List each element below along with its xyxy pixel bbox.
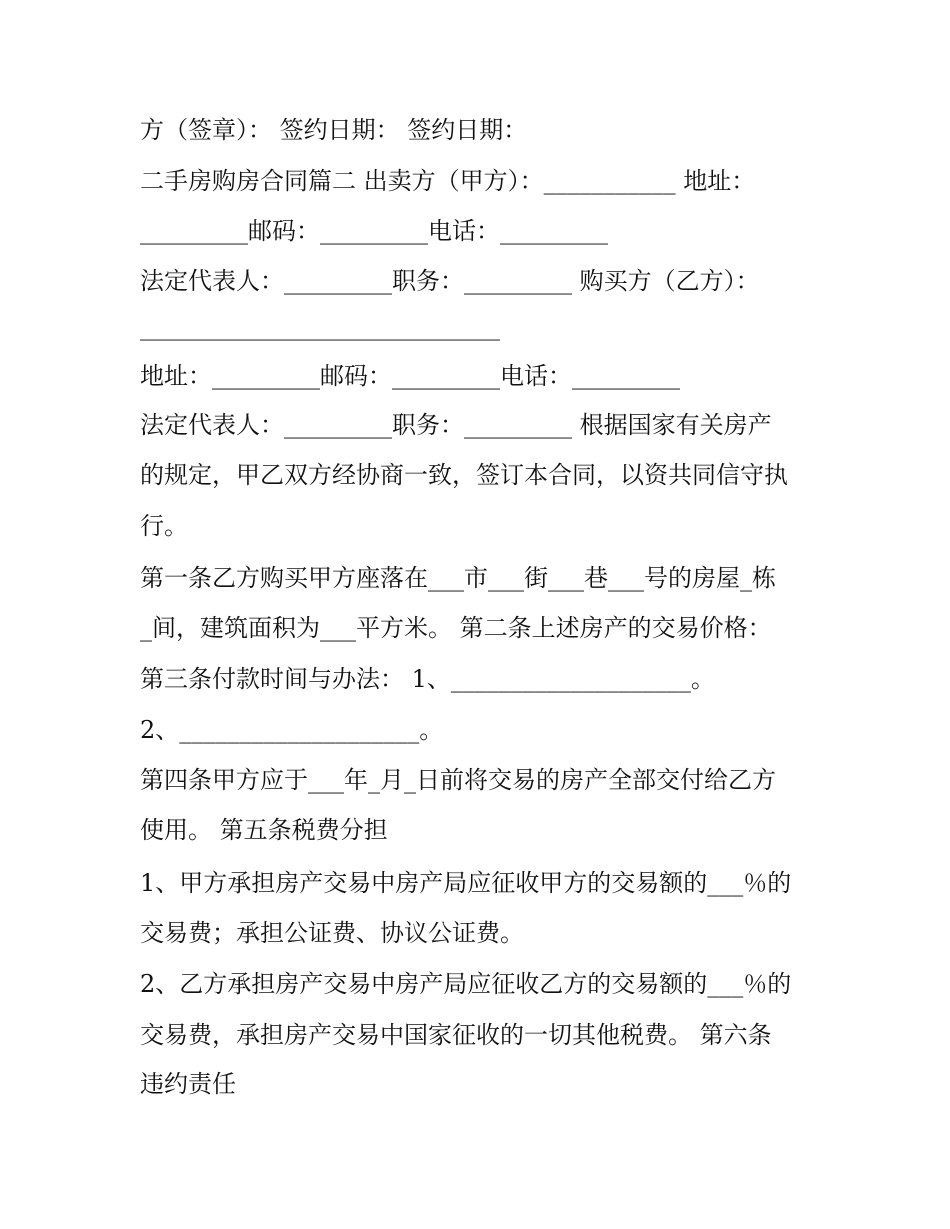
text-line-13: 2、____________________。 <box>140 716 444 744</box>
text-line-6: 地址：_________邮码：_________电话：_________ <box>140 362 680 390</box>
text-line-10: 第一条乙方购买甲方座落在___市___街___巷___号的房屋_栋 <box>140 564 776 592</box>
text-line-9: 行。 <box>140 512 188 540</box>
text-line-4: 法定代表人：_________职务：_________ 购买方（乙方）： <box>140 267 760 295</box>
text-line-5: ______________________________ <box>140 313 500 341</box>
text-line-1: 方（签章）： 签约日期： 签约日期： <box>140 116 528 144</box>
text-line-3: _________邮码：_________电话：_________ <box>140 217 608 245</box>
text-line-15: 使用。 第五条税费分担 <box>140 816 388 844</box>
text-line-2: 二手房购房合同篇二 出卖方（甲方）：___________ 地址： <box>140 167 756 195</box>
text-line-18: 2、乙方承担房产交易中房产局应征收乙方的交易额的___％的 <box>140 970 792 998</box>
text-line-16: 1、甲方承担房产交易中房产局应征收甲方的交易额的___％的 <box>140 869 792 897</box>
text-line-14: 第四条甲方应于___年_月_日前将交易的房产全部交付给乙方 <box>140 766 776 794</box>
text-line-7: 法定代表人：_________职务：_________ 根据国家有关房产 <box>140 411 772 439</box>
text-line-8: 的规定，甲乙双方经协商一致，签订本合同，以资共同信守执 <box>140 461 788 489</box>
text-line-11: _间，建筑面积为___平方米。 第二条上述房产的交易价格： <box>140 614 772 642</box>
text-line-19: 交易费，承担房产交易中国家征收的一切其他税费。 第六条 <box>140 1021 772 1049</box>
text-line-12: 第三条付款时间与办法： 1、____________________。 <box>140 665 715 693</box>
text-line-20: 违约责任 <box>140 1070 236 1098</box>
text-line-17: 交易费；承担公证费、协议公证费。 <box>140 919 524 947</box>
